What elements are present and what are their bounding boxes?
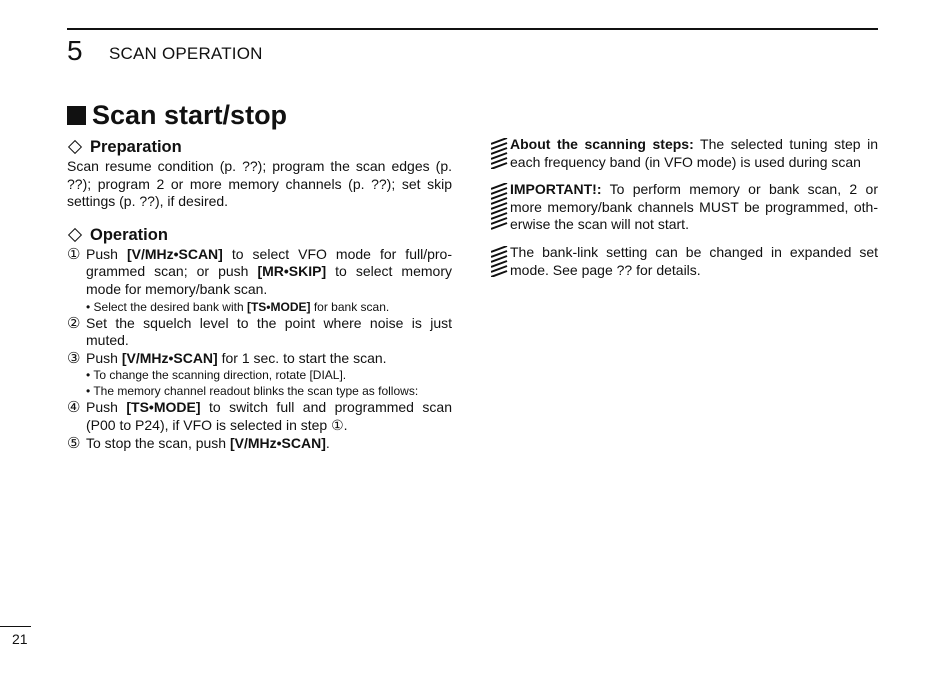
note-label: About the scanning steps: [510, 136, 694, 152]
step-3-bullet: • The memory channel readout blinks the scan type as follows: [86, 384, 419, 399]
key-label: [TS•MODE] [126, 399, 201, 416]
note-label: IMPORTANT!: [510, 181, 602, 198]
step-number: ④ [67, 399, 81, 417]
step-number: ② [67, 314, 81, 332]
key-label: [V/MHz•SCAN] [229, 434, 326, 451]
operation-step-2: ② Set the squelch level to the point where noise is just muted. [67, 314, 452, 349]
section-square-icon [67, 106, 86, 125]
note-hatch-icon [491, 138, 508, 169]
footer-rule [0, 626, 31, 627]
operation-heading-text: Operation [90, 225, 168, 244]
key-label: [V/MHz•SCAN] [121, 349, 218, 366]
page-number: 21 [12, 631, 28, 647]
chapter-number: 5 [67, 35, 83, 66]
key-label: [TS•MODE] [246, 299, 311, 314]
note-scanning-steps: About the scanning steps: The selected tuning step in each frequency band (in VFO mode) is used during scan [491, 136, 878, 171]
preparation-heading [67, 136, 452, 158]
preparation-text: Scan resume condition (p. ??); program the scan edges (p. ??); program 2 or more memory channels (p. ??); set skip settings (p. ??), if desired. [67, 158, 452, 210]
right-column [491, 136, 878, 285]
operation-heading [67, 224, 452, 246]
note-important: IMPORTANT!: To perform memory or bank scan, 2 or more memory/bank channels MUST be programmed, otherwise the scan will not start. [491, 181, 878, 234]
operation-step-1: ① Push [V/MHz•SCAN] to select VFO mode for full/programmed scan; or push [MR•SKIP] to select memory mode for memory/bank scan. [67, 245, 452, 297]
step-1-bullet: • Select the desired bank with [TS•MODE] for bank scan. [86, 299, 390, 314]
operation-step-3: ③ Push [V/MHz•SCAN] for 1 sec. to start the scan. [67, 349, 387, 367]
diamond-icon [68, 140, 82, 154]
diamond-icon [68, 228, 82, 242]
left-column [67, 136, 452, 452]
section-title: Scan start/stop [92, 100, 288, 130]
key-label: [V/MHz•SCAN] [126, 245, 223, 262]
chapter-title: SCAN OPERATION [109, 44, 263, 63]
section-heading [67, 98, 287, 132]
header-rule [67, 28, 878, 30]
operation-step-4: ④ Push [TS•MODE] to switch full and programmed scan (P00 to P24), if VFO is selected in step ①. [67, 399, 452, 433]
step-number: ③ [67, 349, 81, 367]
preparation-heading-text: Preparation [90, 138, 182, 156]
step-number: ① [67, 245, 81, 263]
note-hatch-icon [491, 246, 508, 277]
operation-step-5: ⑤ To stop the scan, push [V/MHz•SCAN]. [67, 434, 330, 452]
step-3-bullet: • To change the scanning direction, rotate [DIAL]. [86, 368, 347, 383]
step-number: ⑤ [67, 434, 81, 452]
key-label: [MR•SKIP] [257, 263, 327, 280]
note-bank-link: The bank-link setting can be changed in expanded set mode. See page ?? for details. [491, 244, 878, 279]
note-hatch-icon [491, 183, 508, 232]
